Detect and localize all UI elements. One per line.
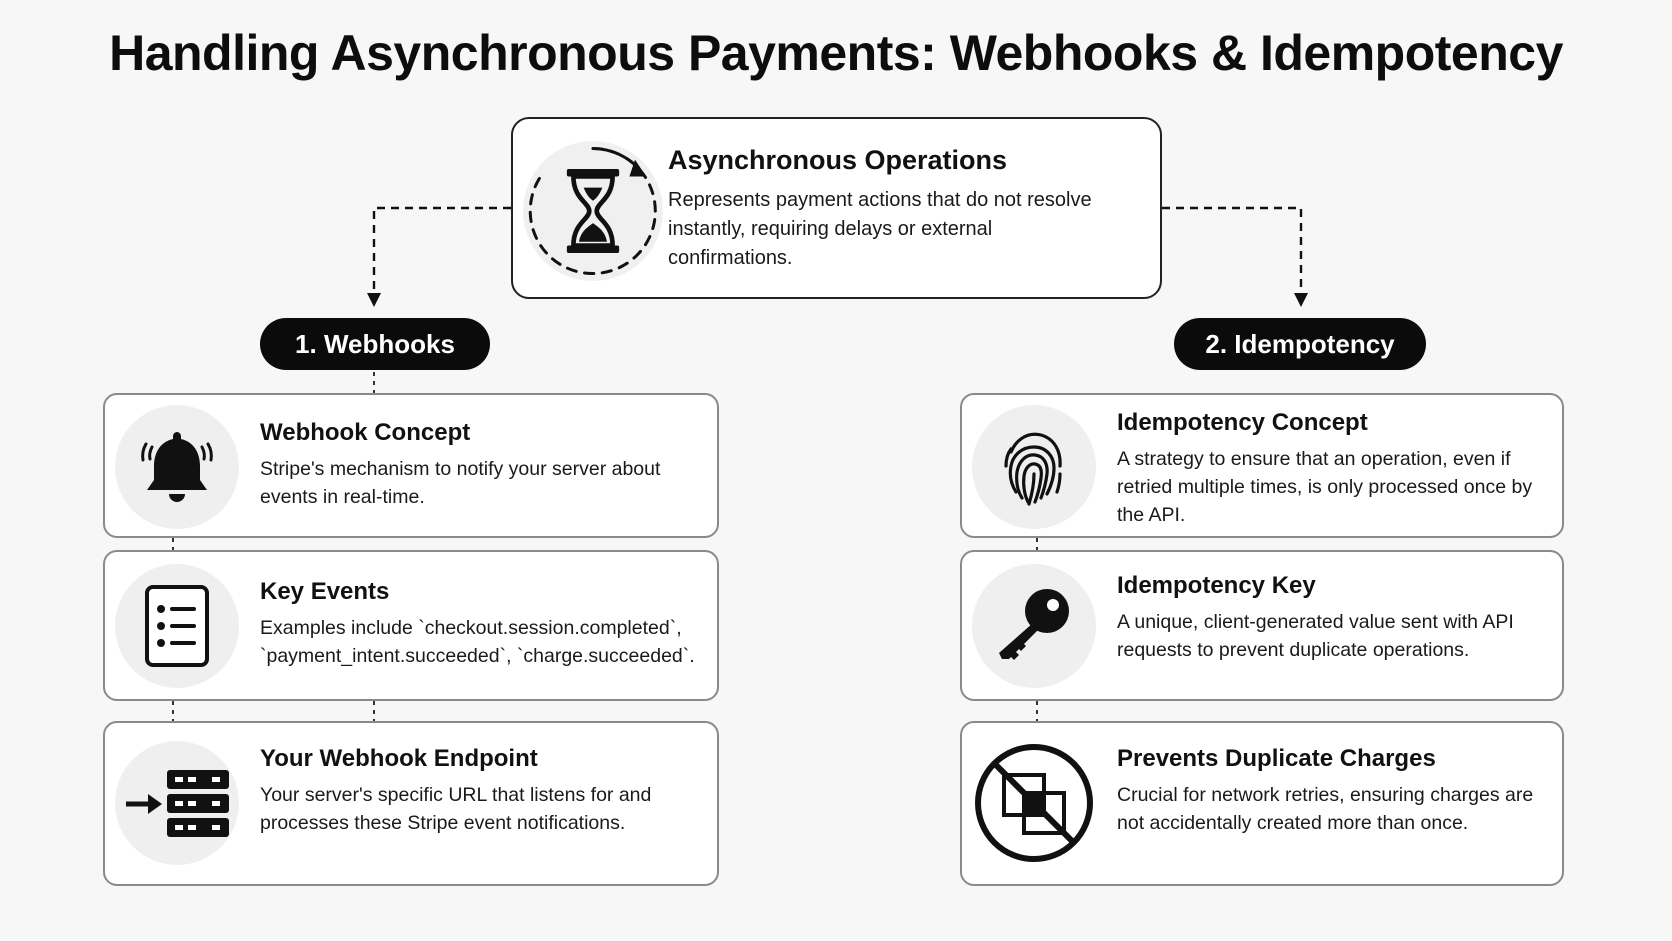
webhook-concept-description: Stripe's mechanism to notify your server about events in real-time. (260, 458, 661, 508)
async-operations-heading: Asynchronous Operations (668, 145, 1008, 175)
connector-hero-to-idempotency (1162, 208, 1301, 300)
idempotency-concept-card (960, 393, 1564, 538)
checklist-icon-badge (115, 564, 239, 688)
key-events-card (103, 550, 719, 701)
key-events-heading: Key Events (260, 578, 390, 605)
key-icon (989, 581, 1079, 671)
webhook-concept-heading: Webhook Concept (260, 419, 471, 446)
webhook-endpoint-heading: Your Webhook Endpoint (260, 745, 538, 772)
key-events-description: Examples include `checkout.session.completed`, `payment_intent.succeeded`, `charge.succeeded`. (260, 617, 695, 667)
webhooks-section-label: 1. Webhooks (260, 318, 490, 370)
async-operations-description: Represents payment actions that do not resolve instantly, requiring delays or external confirmations. (668, 189, 1092, 269)
idempotency-key-card (960, 550, 1564, 701)
async-operations-card (511, 117, 1162, 299)
no-duplicate-icon (972, 741, 1096, 865)
webhook-concept-card (103, 393, 719, 538)
checklist-icon (132, 581, 222, 671)
hourglass-icon (523, 136, 663, 286)
idempotency-key-heading: Idempotency Key (1117, 572, 1316, 599)
prevents-duplicate-charges-card (960, 721, 1564, 886)
bell-icon (132, 422, 222, 512)
connector-hero-to-webhooks (374, 208, 511, 300)
idempotency-key-description: A unique, client-generated value sent with API requests to prevent duplicate operations. (1117, 611, 1514, 661)
fingerprint-icon (989, 422, 1079, 512)
server-endpoint-icon (122, 758, 232, 848)
idempotency-section-label: 2. Idempotency (1174, 318, 1426, 370)
idempotency-concept-heading: Idempotency Concept (1117, 409, 1368, 436)
idempotency-concept-description: A strategy to ensure that an operation, even if retried multiple times, is only processed once by the API. (1117, 448, 1533, 526)
webhook-endpoint-description: Your server's specific URL that listens for and processes these Stripe event notifications. (260, 784, 652, 834)
server-endpoint-icon-badge (115, 741, 239, 865)
page-title: Handling Asynchronous Payments: Webhooks & Idempotency (109, 25, 1563, 81)
key-icon-badge (972, 564, 1096, 688)
fingerprint-icon-badge (972, 405, 1096, 529)
bell-icon-badge (115, 405, 239, 529)
prevents-duplicate-charges-heading: Prevents Duplicate Charges (1117, 745, 1436, 772)
webhook-endpoint-card (103, 721, 719, 886)
hourglass-icon-badge (523, 141, 663, 281)
prevents-duplicate-charges-description: Crucial for network retries, ensuring charges are not accidentally created more than once. (1117, 784, 1534, 834)
no-duplicate-icon-badge (972, 741, 1096, 865)
